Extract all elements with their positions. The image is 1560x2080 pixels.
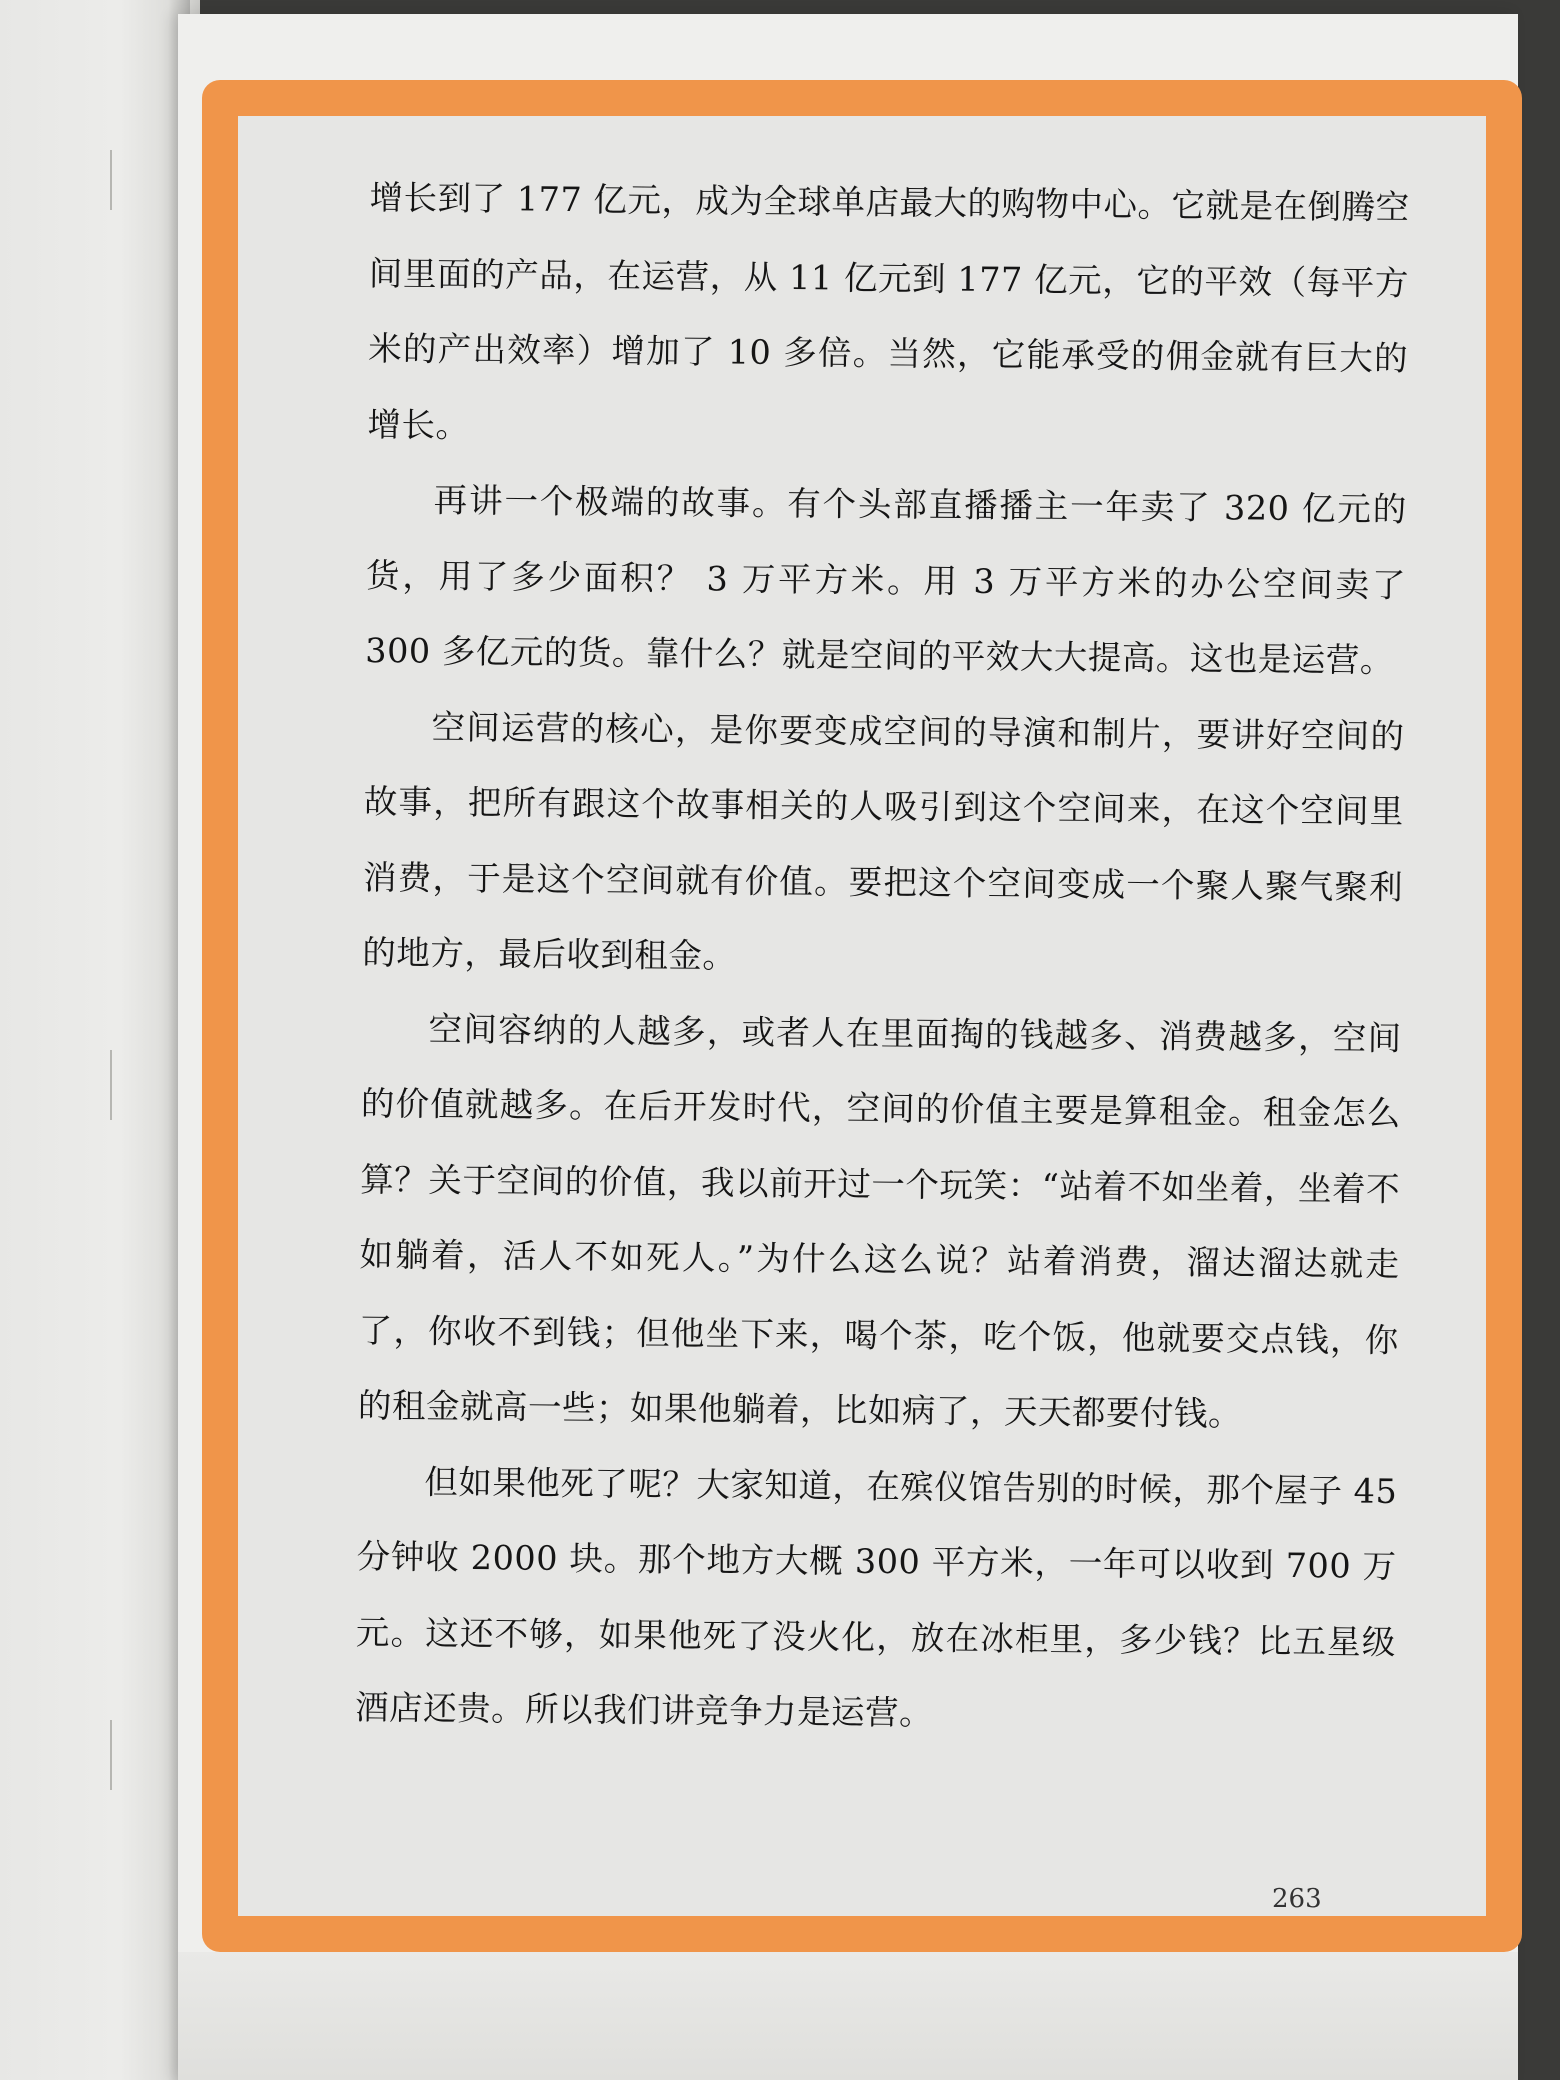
paragraph-1: 增长到了 177 亿元，成为全球单店最大的购物中心。它就是在倒腾空间里面的产品，在运营，从 11 亿元到 177 亿元，它的平效（每平方米的产出效率）增加了 10 多倍。当然，它能承受的佣金就有巨大的增长。 bbox=[367, 177, 1410, 445]
paragraph-5: 但如果他死了呢？大家知道，在殡仪馆告别的时候，那个屋子 45 分钟收 2000 块。那个地方大概 300 平方米，一年可以收到 700 万元。这还不够，如果他死了没火化，放在冰柜里，多少钱？比五星级酒店还贵。所以我们讲竞争力是运营。 bbox=[354, 1462, 1398, 1733]
page-bottom-margin bbox=[178, 1952, 1518, 2080]
page-number: 263 bbox=[1272, 1884, 1322, 1914]
binding-stitch bbox=[110, 150, 112, 210]
binding-stitch bbox=[110, 1720, 112, 1790]
page-body-text bbox=[355, 160, 1410, 1755]
binding-stitch bbox=[110, 1050, 112, 1120]
paragraph-4: 空间容纳的人越多，或者人在里面掏的钱越多、消费越多，空间的价值就越多。在后开发时代，空间的价值主要是算租金。租金怎么算？关于空间的价值，我以前开过一个玩笑：“站着不如坐着，坐着不如躺着，活人不如死人。”为什么这么说？站着消费，溜达溜达就走了，你收不到钱；但他坐下来，喝个茶，吃个饭，他就要交点钱，你的租金就高一些；如果他躺着，比如病了，天天都要付钱。 bbox=[357, 1009, 1402, 1434]
paragraph-2: 再讲一个极端的故事。有个头部直播播主一年卖了 320 亿元的货，用了多少面积？ 3 万平方米。用 3 万平方米的办公空间卖了 300 多亿元的货。靠什么？就是空间的平效大大提高。这也是运营。 bbox=[365, 480, 1407, 680]
paragraph-3: 空间运营的核心，是你要变成空间的导演和制片，要讲好空间的故事，把所有跟这个故事相关的人吸引到这个空间来，在这个空间里消费，于是这个空间就有价值。要把这个空间变成一个聚人聚气聚利的地方，最后收到租金。 bbox=[362, 707, 1405, 976]
